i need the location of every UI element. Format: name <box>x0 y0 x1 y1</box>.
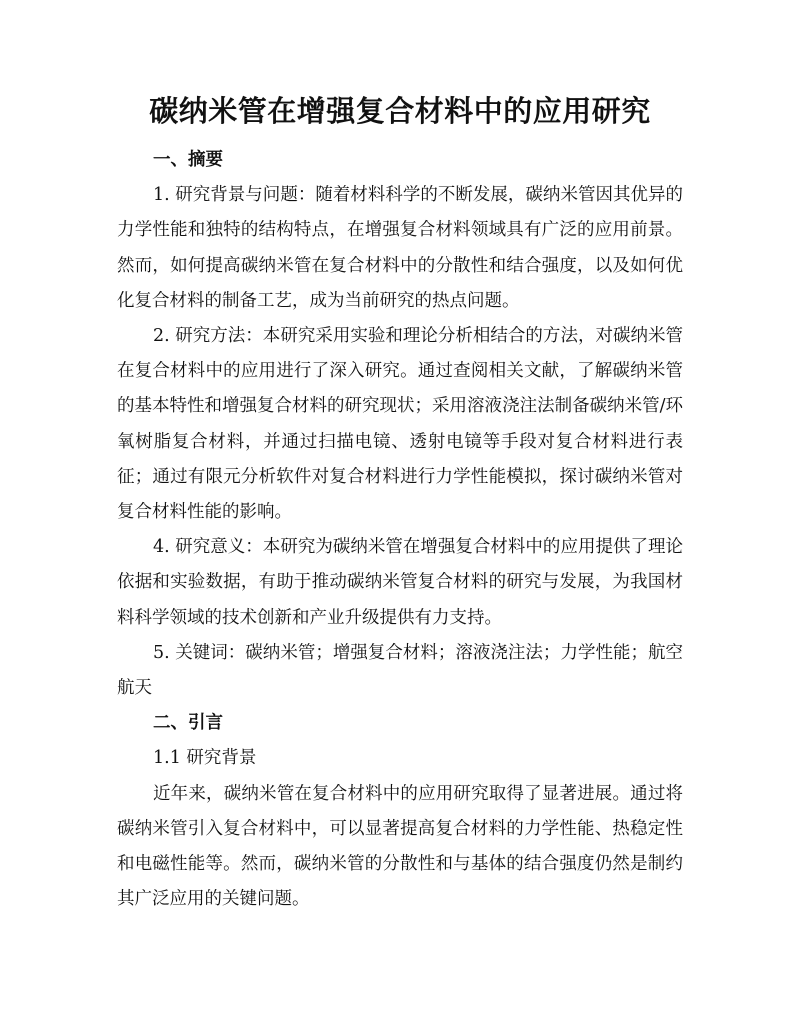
abstract-item-significance: 4. 研究意义：本研究为碳纳米管在增强复合材料中的应用提供了理论依据和实验数据，有助于推动碳纳米管复合材料的研究与发展，为我国材料科学领域的技术创新和产业升级提供有力支持。 <box>117 537 683 628</box>
abstract-item-methods: 2. 研究方法：本研究采用实验和理论分析相结合的方法，对碳纳米管在复合材料中的应用进行了深入研究。通过查阅相关文献，了解碳纳米管的基本特性和增强复合材料的研究现状；采用溶液浇注法制备碳纳米管/环氧树脂复合材料，并通过扫描电镜、透射电镜等手段对复合材料进行表征；通过有限元分析软件对复合材料进行力学性能模拟，探讨碳纳米管对复合材料性能的影响。 <box>117 326 683 523</box>
abstract-heading: 一、摘要 <box>153 150 223 170</box>
introduction-paragraph: 近年来，碳纳米管在复合材料中的应用研究取得了显著进展。通过将碳纳米管引入复合材料中，可以显著提高复合材料的力学性能、热稳定性和电磁性能等。然而，碳纳米管的分散性和与基体的结合强度仍然是制约其广泛应用的关键问题。 <box>117 783 683 910</box>
introduction-heading: 二、引言 <box>153 713 223 734</box>
document-body <box>117 143 683 917</box>
abstract-item-background: 1. 研究背景与问题：随着材料科学的不断发展，碳纳米管因其优异的力学性能和独特的结构特点，在增强复合材料领域具有广泛的应用前景。然而，如何提高碳纳米管在复合材料中的分散性和结合强度，以及如何优化复合材料的制备工艺，成为当前研究的热点问题。 <box>117 185 683 311</box>
abstract-item-keywords: 5. 关键词：碳纳米管；增强复合材料；溶液浇注法；力学性能；航空航天 <box>117 642 683 699</box>
document-title: 碳纳米管在增强复合材料中的应用研究 <box>149 94 651 128</box>
introduction-subheading: 1.1 研究背景 <box>153 748 257 769</box>
